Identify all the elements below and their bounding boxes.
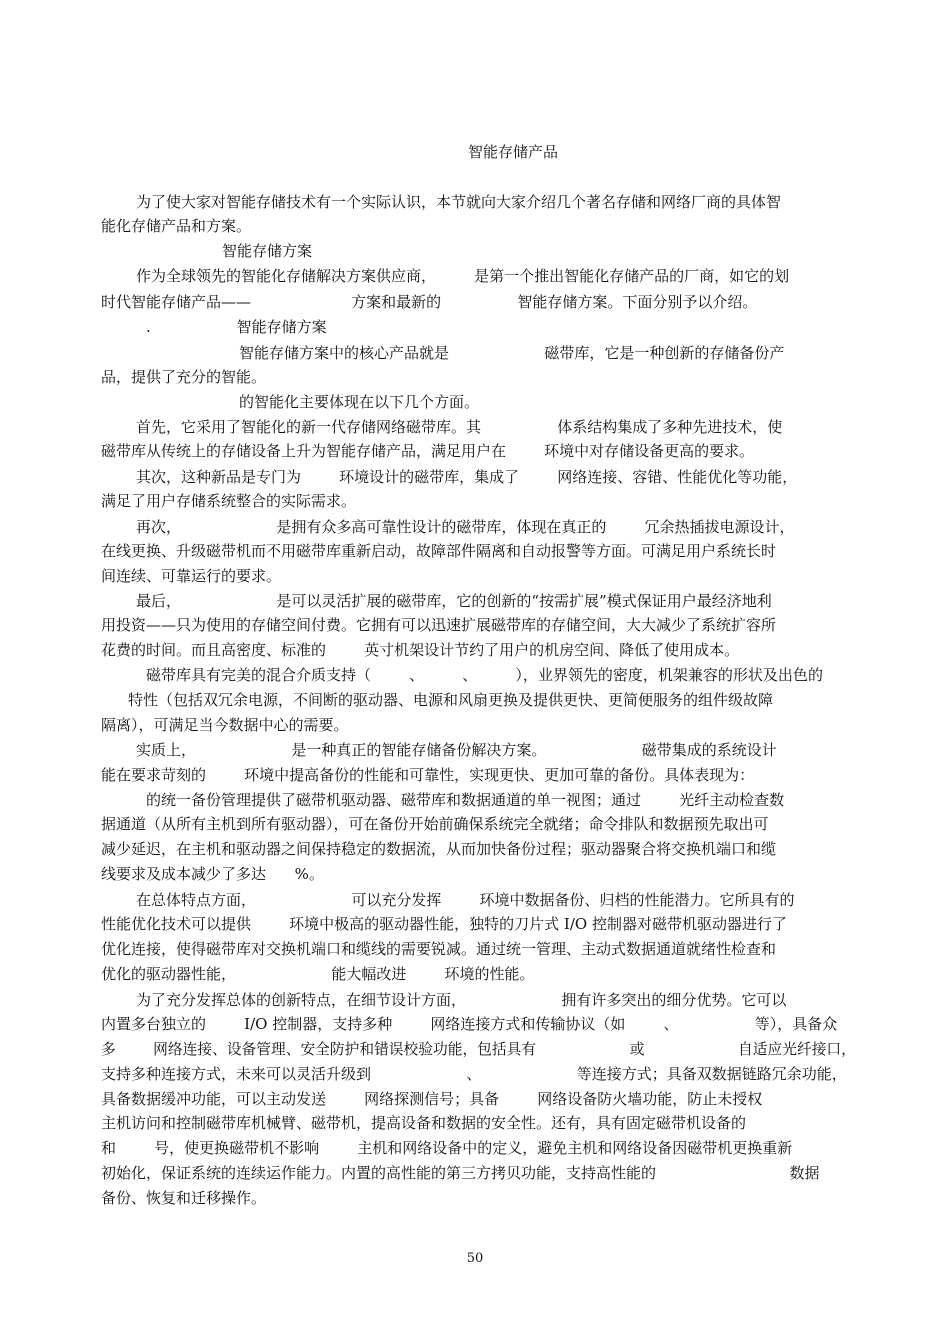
text-line: 智能存储方案中的核心产品就是 磁带库，它是一种创新的存储备份产 (239, 344, 785, 362)
text-line: 减少延迟，在主机和驱动器之间保持稳定的数据流，从而加快备份过程；驱动器聚合将交换机端口和缆 (101, 840, 777, 858)
text-line: 磁带库从传统上的存储设备上升为智能存储产品，满足用户在 环境中对存储设备更高的要求。 (101, 442, 755, 460)
text-line: 最后， 是可以灵活扩展的磁带库，它的创新的“按需扩展”模式保证用户最经济地利 (136, 592, 772, 610)
text-line: 为了充分发挥总体的创新特点，在细节设计方面， 拥有许多突出的细分优势。它可以 (136, 991, 787, 1009)
text-line: 用投资——只为使用的存储空间付费。它拥有可以迅速扩展磁带库的存储空间，大大减少了系统扩容所 (101, 616, 777, 634)
text-line: 品，提供了充分的智能。 (101, 368, 267, 386)
text-line: 时代智能存储产品—— 方案和最新的 智能存储方案。下面分别予以介绍。 (101, 293, 758, 311)
text-line: 实质上， 是一种真正的智能存储备份解决方案。 磁带集成的系统设计 (136, 741, 777, 759)
text-line: 初始化，保证系统的连续运作能力。内置的高性能的第三方拷贝功能，支持高性能的 数据 (101, 1164, 820, 1182)
text-line: 优化的驱动器性能， 能大幅改进 环境的性能。 (101, 965, 535, 983)
text-line: 的统一备份管理提供了磁带机驱动器、磁带库和数据通道的单一视图；通过 光纤主动检查数 (146, 791, 785, 809)
text-line: 花费的时间。而且高密度、标准的 英寸机架设计节约了用户的机房空间、降低了使用成本。 (101, 641, 740, 659)
text-line: 内置多台独立的 I/O 控制器，支持多种 网络连接方式和传输协议（如 、 等），具备众 (101, 1015, 838, 1033)
text-line: 的智能化主要体现在以下几个方面。 (239, 393, 480, 411)
text-line: 隔离），可满足当今数据中心的需要。 (101, 716, 349, 734)
page-title: 智能存储产品 (467, 143, 558, 161)
text-line: 满足了用户存储系统整合的实际需求。 (101, 492, 357, 510)
text-line: 其次，这种新品是专门为 环境设计的磁带库，集成了 网络连接、容错、性能优化等功能， (136, 468, 798, 486)
text-line: 磁带库具有完美的混合介质支持（ 、 、 ），业界领先的密度，机架兼容的形状及出色的 (146, 666, 823, 684)
section-heading: . 智能存储方案 (146, 318, 327, 336)
text-line: 性能优化技术可以提供 环境中极高的驱动器性能，独特的刀片式 I/O 控制器对磁带机驱动器进行了 (101, 915, 787, 933)
text-line: 再次， 是拥有众多高可靠性设计的磁带库，体现在真正的 冗余热插拔电源设计， (136, 518, 795, 536)
text-line: 主机访问和控制磁带库机械臂、磁带机，提高设备和数据的安全性。还有，具有固定磁带机设备的 (101, 1114, 747, 1132)
text-line: 在总体特点方面， 可以充分发挥 环境中数据备份、归档的性能潜力。它所具有的 (136, 891, 795, 909)
text-line: 备份、恢复和迁移操作。 (101, 1189, 267, 1207)
page-number: 50 (466, 1251, 484, 1266)
text-line: 线要求及成本减少了多达 %。 (101, 865, 324, 883)
text-line: 间连续、可靠运行的要求。 (101, 567, 282, 585)
text-line: 首先，它采用了智能化的新一代存储网络磁带库。其 体系结构集成了多种先进技术，使 (136, 418, 783, 436)
text-line: 在线更换、升级磁带机而不用磁带库重新启动，故障部件隔离和自动报警等方面。可满足用户系统长时 (101, 542, 777, 560)
text-line: 支持多种连接方式，未来可以灵活升级到 、 等连接方式；具备双数据链路冗余功能， (101, 1065, 847, 1083)
text-line: 能在要求苛刻的 环境中提高备份的性能和可靠性，实现更快、更加可靠的备份。具体表现为： (101, 766, 755, 784)
text-line: 能化存储产品和方案。 (101, 217, 252, 235)
text-line: 为了使大家对智能存储技术有一个实际认识，本节就向大家介绍几个著名存储和网络厂商的具体智 (136, 193, 782, 211)
text-line: 优化连接，使得磁带库对交换机端口和缆线的需要锐减。通过统一管理、主动式数据通道就绪性检查和 (101, 940, 777, 958)
section-heading: 智能存储方案 (222, 242, 313, 260)
text-line: 特性（包括双冗余电源，不间断的驱动器、电源和风扇更换及提供更快、更简便服务的组件级故障 (128, 691, 774, 709)
text-line: 和 号，使更换磁带机不影响 主机和网络设备中的定义，避免主机和网络设备因磁带机更换重新 (101, 1139, 793, 1157)
text-line: 据通道（从所有主机到所有驱动器），可在备份开始前确保系统完全就绪；命令排队和数据预先取出可 (101, 815, 769, 833)
text-line: 多 网络连接、设备管理、安全防护和错误校验功能，包括具有 或 自适应光纤接口， (101, 1040, 856, 1058)
text-line: 具备数据缓冲功能，可以主动发送 网络探测信号；具备 网络设备防火墙功能，防止未授权 (101, 1090, 763, 1108)
text-line: 作为全球领先的智能化存储解决方案供应商， 是第一个推出智能化存储产品的厂商，如它的划 (136, 267, 790, 285)
